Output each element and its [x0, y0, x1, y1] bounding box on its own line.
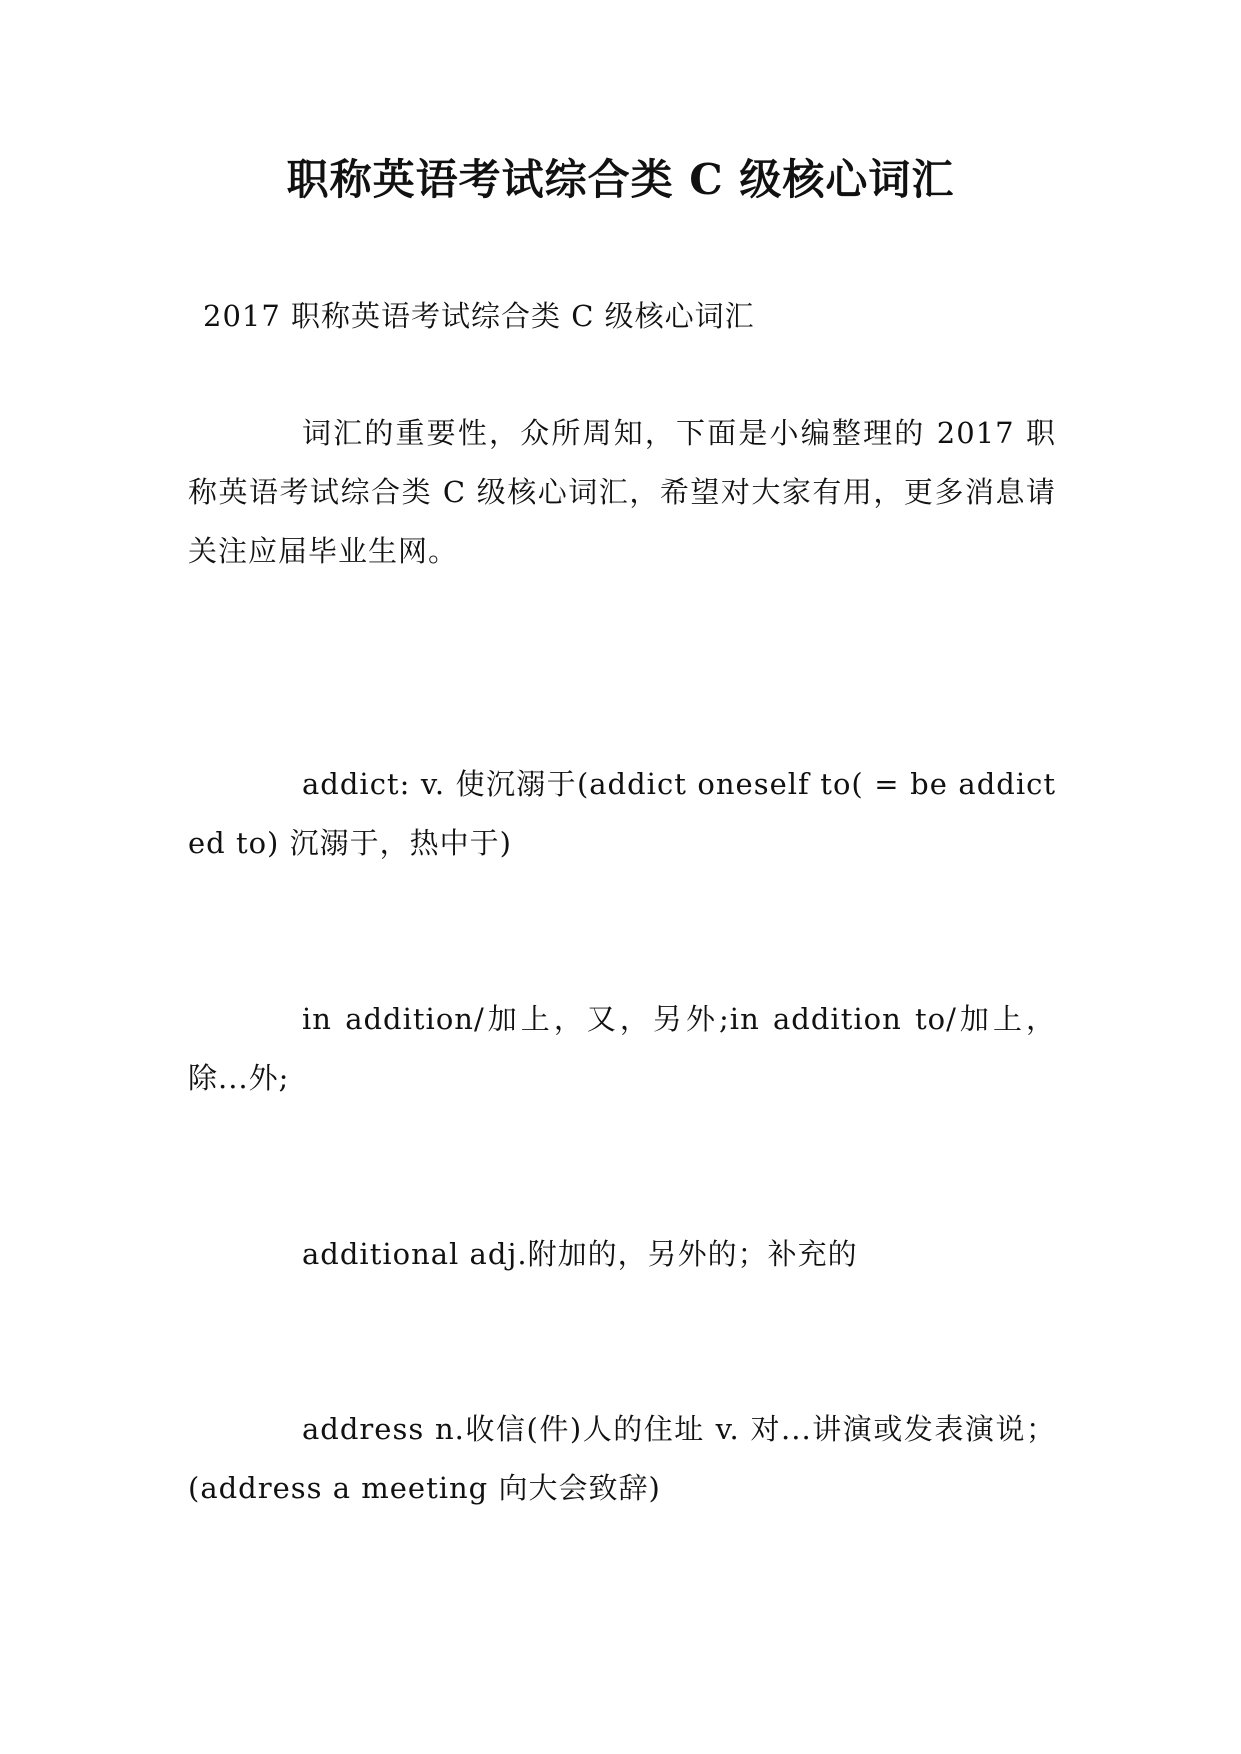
intro-paragraph: 词汇的重要性，众所周知，下面是小编整理的 2017 职称英语考试综合类 C 级核心词汇，希望对大家有用，更多消息请关注应届毕业生网。 — [188, 416, 1056, 568]
vocab-entry-addict: addict: v. 使沉溺于(addict oneself to( = be addicted to) 沉溺于，热中于) — [188, 767, 1056, 860]
vocab-entry-address: address n.收信(件)人的住址 v. 对...讲演或发表演说；(address a meeting 向大会致辞) — [188, 1412, 1056, 1505]
vocab-entry-in-addition: in addition/加上，又，另外;in addition to/加上，除...外; — [188, 1002, 1056, 1095]
vocab-entry-additional: additional adj.附加的，另外的；补充的 — [302, 1237, 858, 1271]
document-subtitle: 2017 职称英语考试综合类 C 级核心词汇 — [203, 299, 755, 333]
document-title: 职称英语考试综合类 C 级核心词汇 — [286, 155, 955, 204]
